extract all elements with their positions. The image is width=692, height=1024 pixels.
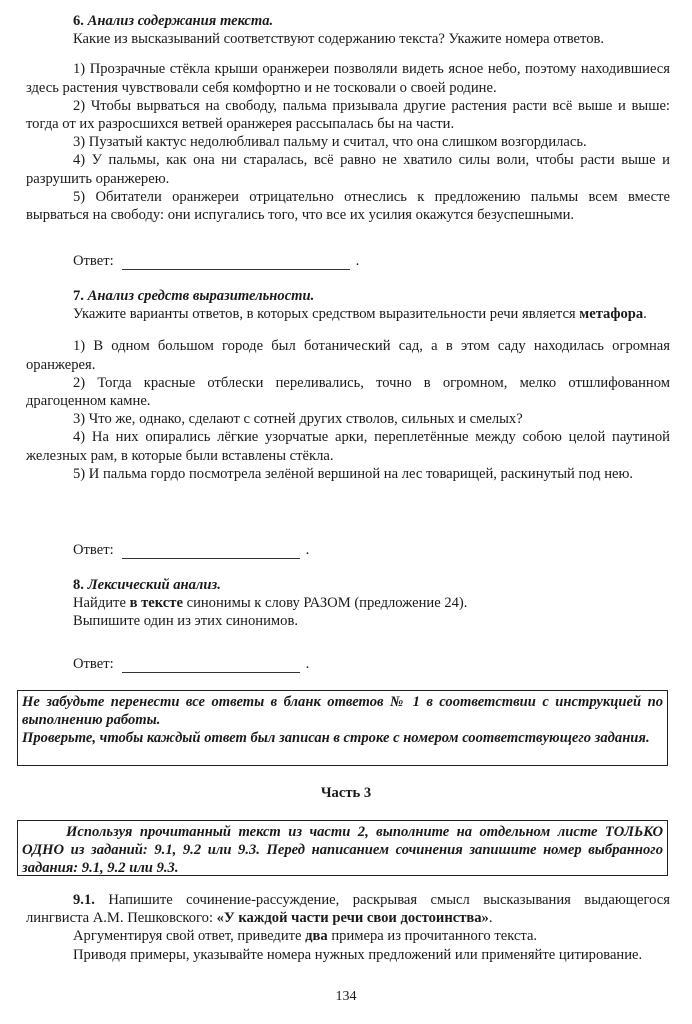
task-6-option-2: 2) Чтобы вырваться на свободу, пальма призывала другие растения расти всё выше и выше: тогда от их разросшихся ветвей оранжерея рассыпалась бы на части. [26,97,670,133]
task-6-title-text: Анализ содержания текста. [87,13,274,29]
task-7-answer-row [73,541,309,559]
task-9-1-argument [26,927,670,945]
task-7-answer-field[interactable] [122,544,300,559]
task-7-question [26,305,670,323]
task-7-question-text: Укажите варианты ответов, в которых средством выразительности речи является [73,306,580,323]
task-7-option-1: 1) В одном большом городе был ботанический сад, а в этом саду находилась огромная оранжерея. [26,338,670,373]
task-6-option-5: 5) Обитатели оранжереи отрицательно отнеслись к предложению пальмы всем вместе вырваться на свободу: они испугались того, что все их усилия окажутся безуспешными. [26,188,670,224]
task-8-section [26,576,670,631]
notice-line-2: Проверьте, чтобы каждый ответ был записан в строке с номером соответствующего задания. [22,730,650,747]
task-8-number: 8. [73,577,84,593]
task-6-number: 6. [73,13,84,29]
task-9-1-argument-rest: примера из прочитанного текста. [327,928,538,945]
task-6-answer-field[interactable] [122,255,350,270]
task-9-1-text: Напишите сочинение-рассуждение, раскрывая смысл высказывания выдающегося лингвиста А.М. Пешковского: [26,892,670,927]
task-9-1-argument-emphasis: два [305,928,328,945]
task-6-title [26,12,670,30]
part-3-instruction: Используя прочитанный текст из части 2, выполните на отдельном листе ТОЛЬКО ОДНО из заданий: 9.1, 9.2 или 9.3. Перед написанием сочинения запишите номер выбранного задания: 9.1, 9.2 или 9.3. [22,824,663,877]
task-6-answer-period: . [355,253,360,269]
part-3-heading: Часть 3 [320,785,372,801]
task-7-title-text: Анализ средств выразительности. [87,288,315,304]
task-6-option-1: 1) Прозрачные стёкла крыши оранжереи позволяли видеть ясное небо, поэтому находившиеся здесь растения чувствовали себя комфортно и не тосковали о своей родине. [26,61,670,96]
part-3-instruction-box [17,820,668,876]
task-9-1-quote: «У каждой части речи свои достоинства» [216,910,489,927]
task-8-instruction-text: Найдите [73,595,130,612]
task-7-title [26,287,670,305]
task-6-option-4: 4) У пальмы, как она ни старалась, всё равно не хватило силы воли, чтобы расти выше и разрушить оранжерею. [26,152,670,187]
task-7-option-5: 5) И пальма гордо посмотрела зелёной вершиной на лес товарищей, раскинутый под нею. [73,465,634,482]
task-8-instruction-2: Выпишите один из этих синонимов. [73,613,298,630]
task-7-answer-period: . [305,542,310,558]
task-8-title-text: Лексический анализ. [87,577,221,593]
task-6-option-3: 3) Пузатый кактус недолюбливал пальму и считал, что она слишком возгордилась. [73,134,587,151]
task-8-answer-label: Ответ: [73,656,114,672]
notice-line-1: Не забудьте перенести все ответы в бланк ответов № 1 в соответствии с инструкцией по выполнению работы. [22,694,663,729]
task-8-instruction-emphasis: в тексте [129,595,183,612]
task-7-answer-label: Ответ: [73,542,114,558]
task-9-1-text-end: . [488,910,493,927]
task-7-question-end: . [643,306,647,323]
task-7-section [26,287,670,483]
task-8-instruction-1 [26,594,670,612]
task-7-option-4: 4) На них опирались лёгкие узорчатые арки, переплетённые между собою целой паутиной железных рам, в которые были вставлены стёкла. [26,429,670,464]
task-8-answer-field[interactable] [122,658,300,673]
task-7-number: 7. [73,288,84,304]
task-6-answer-row [73,252,359,270]
task-6-section [26,12,670,224]
task-7-option-3: 3) Что же, однако, сделают с сотней других стволов, сильных и смелых? [73,411,523,428]
task-9-1-argument-text: Аргументируя свой ответ, приведите [73,928,306,945]
task-8-title [26,576,670,594]
task-7-question-emphasis: метафора [579,306,644,323]
task-8-instruction-rest: синонимы к слову РАЗОМ (предложение 24). [182,595,468,612]
task-8-answer-row [73,655,309,673]
task-9-1-examples: Приводя примеры, указывайте номера нужных предложений или применяйте цитирование. [73,946,643,963]
task-8-answer-period: . [305,656,310,672]
task-6-question: Какие из высказываний соответствуют содержанию текста? Укажите номера ответов. [73,31,605,48]
task-9-1-section [26,891,670,964]
page-number: 134 [335,989,357,1004]
transfer-answers-notice [17,690,668,766]
task-6-answer-label: Ответ: [73,253,114,269]
task-9-1-number: 9.1. [73,892,95,908]
task-9-1-prompt [26,891,670,927]
task-7-option-2: 2) Тогда красные отблески переливались, точно в огромном, мелко отшлифованном драгоценном камне. [26,374,670,410]
